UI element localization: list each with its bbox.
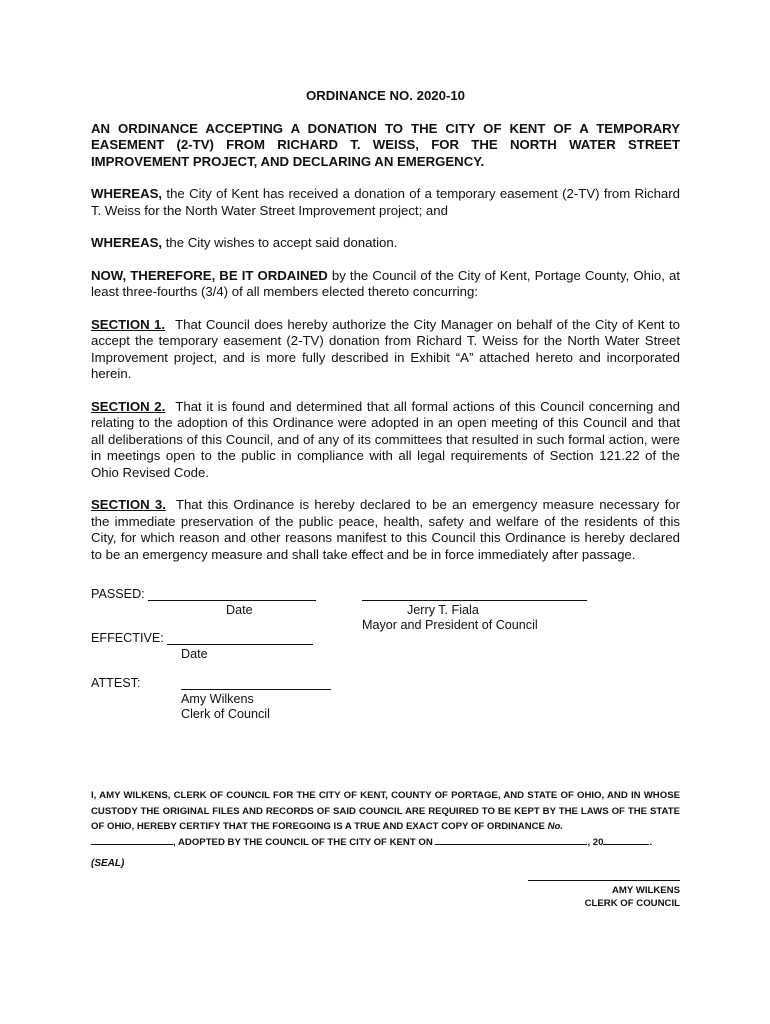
certification-no-label: No. bbox=[547, 821, 564, 832]
section-text: That it is found and determined that all formal actions of this Council concerning and relating to the adoption of this Ordinance were adopted in an open meeting of this Council and that all deliberations of this Council, and of any of its committees that resulted in such formal action, were in meetings open to the public in compliance with all legal requirements of Section 121.22 of the Ohio Revised Code. bbox=[91, 398, 680, 480]
whereas-lead: WHEREAS, bbox=[91, 186, 163, 201]
clerk-signature-title: CLERK OF COUNCIL bbox=[584, 898, 680, 909]
clerk-signature-block bbox=[528, 880, 680, 910]
ordained-lead: NOW, THEREFORE, BE IT ORDAINED bbox=[91, 267, 328, 283]
whereas-clause-2 bbox=[91, 235, 680, 252]
passed-date-label: Date bbox=[226, 603, 253, 617]
certification-year-prefix: , 20 bbox=[587, 836, 604, 848]
mayor-title: Mayor and President of Council bbox=[362, 618, 538, 632]
passed-label: PASSED: bbox=[91, 587, 145, 601]
whereas-clause-1 bbox=[91, 186, 680, 219]
whereas-lead: WHEREAS, bbox=[91, 235, 163, 250]
whereas-text: the City of Kent has received a donation of a temporary easement (2-TV) from Richard T. Weiss for the North Water Street Improvement project; and bbox=[91, 186, 680, 218]
certification-period: . bbox=[649, 836, 653, 848]
adoption-date-blank bbox=[435, 835, 587, 845]
section-1 bbox=[91, 317, 680, 383]
certification-text: I, AMY WILKENS, CLERK OF COUNCIL FOR THE CITY OF KENT, COUNTY OF PORTAGE, AND STATE OF OHIO, AND IN WHOSE CUSTODY THE ORIGINAL FILES AND RECORDS OF SAID COUNCIL ARE REQUIRED TO BE KEPT BY THE LAWS OF THE STATE OF OHIO, HEREBY CERTIFY THAT THE FOREGOING IS A TRUE AND EXACT COPY OF ORDINANCE bbox=[91, 790, 680, 832]
whereas-text: the City wishes to accept said donation. bbox=[162, 235, 398, 250]
clerk-signature-line bbox=[528, 880, 680, 881]
seal-placeholder: (SEAL) bbox=[91, 858, 125, 869]
clerk-certification bbox=[91, 788, 680, 850]
effective-date-line bbox=[167, 644, 313, 645]
attest-clerk-title: Clerk of Council bbox=[181, 707, 270, 721]
section-text: That this Ordinance is hereby declared to be an emergency measure necessary for the immediate preservation of the public peace, health, safety and welfare of the residents of this City, for which reason and other reasons manifest to this Council this Ordinance is hereby declared to be an emergency measure and shall take effect and be in force immediately after passage. bbox=[91, 497, 681, 562]
attest-signature-line bbox=[181, 689, 331, 690]
attest-clerk-name: Amy Wilkens bbox=[181, 692, 254, 706]
ordinance-number-blank bbox=[91, 835, 173, 845]
certification-adopted-text: , ADOPTED BY THE COUNCIL OF THE CITY OF KENT ON bbox=[173, 836, 436, 848]
section-3 bbox=[91, 497, 680, 563]
clerk-signature-name: AMY WILKENS bbox=[611, 885, 680, 896]
adoption-year-blank bbox=[603, 835, 649, 845]
effective-label: EFFECTIVE: bbox=[91, 631, 164, 645]
section-label: SECTION 1. bbox=[91, 316, 166, 332]
ordinance-title: ORDINANCE NO. 2020-10 bbox=[305, 88, 466, 103]
ordinance-heading: AN ORDINANCE ACCEPTING A DONATION TO THE CITY OF KENT OF A TEMPORARY EASEMENT (2-TV) FROM RICHARD T. WEISS, FOR THE NORTH WATER STREET IMPROVEMENT PROJECT, AND DECLARING AN EMERGENCY. bbox=[91, 120, 680, 169]
signature-block bbox=[91, 587, 680, 747]
ordained-clause bbox=[91, 268, 680, 301]
section-label: SECTION 2. bbox=[91, 398, 166, 414]
section-text: That Council does hereby authorize the City Manager on behalf of the City of Kent to accept the temporary easement (2-TV) donation from Richard T. Weiss for the North Water Street Improvement project, and is more fully described in Exhibit “A” attached hereto and incorporated herein. bbox=[91, 316, 681, 381]
attest-label: ATTEST: bbox=[91, 676, 141, 690]
section-label: SECTION 3. bbox=[91, 497, 166, 512]
mayor-name: Jerry T. Fiala bbox=[407, 603, 479, 617]
ordained-text: by the Council of the City of Kent, Portage County, Ohio, at least three-fourths (3/4) of all members elected thereto concurring: bbox=[91, 267, 681, 299]
section-2 bbox=[91, 399, 680, 482]
ordinance-document bbox=[91, 88, 680, 747]
passed-date-line bbox=[148, 600, 316, 601]
effective-date-label: Date bbox=[181, 647, 208, 661]
mayor-signature-line bbox=[362, 600, 587, 601]
